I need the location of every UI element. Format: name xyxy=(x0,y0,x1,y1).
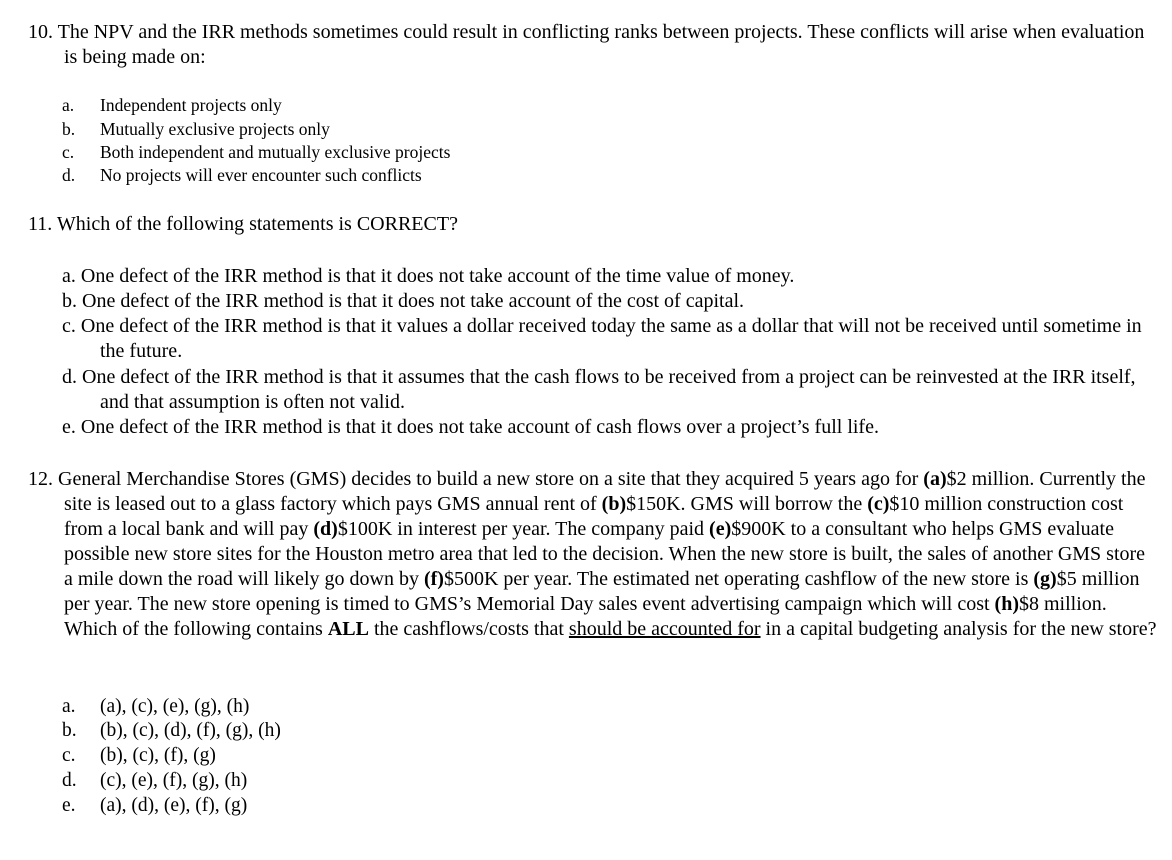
option-text: d. One defect of the IRR method is that it assumes that the cash flows to be received from a project can be reinvested at the IRR itself, and that assumption is often not valid. xyxy=(62,366,1136,413)
item-label-a: (a) xyxy=(923,468,947,490)
q11-option-e xyxy=(62,415,1152,440)
option-text: b. One defect of the IRR method is that it does not take account of the cost of capital. xyxy=(62,290,745,312)
option-text: e. One defect of the IRR method is that it does not take account of cash flows over a project’s full life. xyxy=(62,416,879,438)
q12-text: $150K. GMS will borrow the xyxy=(626,493,868,515)
question-10-text: 10. The NPV and the IRR methods sometimes could result in conflicting ranks between projects. These conflicts will arise when evaluation is being made on: xyxy=(28,21,1145,68)
item-label-b: (b) xyxy=(601,493,627,515)
option-text: c. One defect of the IRR method is that it values a dollar received today the same as a dollar that will not be received until sometime in the future. xyxy=(62,315,1142,362)
q12-text: $500K per year. The estimated net operating cashflow of the new store is xyxy=(443,568,1034,590)
question-11 xyxy=(28,212,1158,237)
question-10 xyxy=(28,20,1158,70)
item-label-h: (h) xyxy=(994,593,1019,615)
q12-text: the cashflows/costs that xyxy=(368,618,569,640)
option-text: No projects will ever encounter such conflicts xyxy=(100,165,422,185)
q12-text: $2 million. Currently the site is leased out to a glass factory which pays GMS annual rent of xyxy=(64,468,1146,515)
option-text: (a), (c), (e), (g), (h) xyxy=(100,696,250,717)
option-label: a. xyxy=(62,95,75,115)
question-11-text: 11. Which of the following statements is CORRECT? xyxy=(28,213,458,235)
option-label: a. xyxy=(62,696,76,717)
option-text: Independent projects only xyxy=(100,95,282,115)
q12-text: 12. General Merchandise Stores (GMS) decides to build a new store on a site that they acquired 5 years ago for xyxy=(28,468,924,490)
item-label-f: (f) xyxy=(423,568,444,590)
q11-option-d xyxy=(62,365,1152,414)
option-label: c. xyxy=(62,745,76,766)
question-12-text xyxy=(28,467,1158,642)
option-text: (c), (e), (f), (g), (h) xyxy=(100,770,248,791)
question-12 xyxy=(28,467,1158,642)
option-label: d. xyxy=(62,165,76,185)
q12-text: $900K to a consultant who helps GMS evaluate possible new store sites for the Houston metro area that led to the decision. When the new store is built, the sales of another GMS store a mile down the road will likely go down by xyxy=(64,518,1146,590)
item-label-e: (e) xyxy=(709,518,732,540)
option-text: Mutually exclusive projects only xyxy=(100,119,330,139)
option-text: a. One defect of the IRR method is that it does not take account of the time value of money. xyxy=(62,265,795,287)
q12-text: $5 million per year. The new store opening is timed to GMS’s Memorial Day sales event advertising campaign which will cost xyxy=(64,568,1140,615)
q11-option-c xyxy=(62,314,1152,363)
item-label-d: (d) xyxy=(313,518,338,540)
option-text: (b), (c), (d), (f), (g), (h) xyxy=(100,720,281,741)
q12-text: $10 million construction cost from a local bank and will pay xyxy=(64,493,1124,540)
emphasis-all: ALL xyxy=(327,618,369,640)
underlined-phrase: should be accounted for xyxy=(568,618,761,640)
option-text: (a), (d), (e), (f), (g) xyxy=(100,795,248,816)
q12-text: in a capital budgeting analysis for the new store? xyxy=(760,618,1157,640)
option-text: Both independent and mutually exclusive projects xyxy=(100,142,451,162)
q11-option-a xyxy=(62,264,1152,289)
option-label: e. xyxy=(62,795,76,816)
option-label: b. xyxy=(62,119,76,139)
option-label: c. xyxy=(62,142,75,162)
q11-option-b xyxy=(62,289,1152,314)
option-label: b. xyxy=(62,720,77,741)
q12-text: $100K in interest per year. The company paid xyxy=(337,518,710,540)
q12-text: $8 million. Which of the following contains xyxy=(64,593,1107,640)
option-label: d. xyxy=(62,770,77,791)
item-label-g: (g) xyxy=(1033,568,1057,590)
option-text: (b), (c), (f), (g) xyxy=(100,745,216,766)
item-label-c: (c) xyxy=(867,493,890,515)
